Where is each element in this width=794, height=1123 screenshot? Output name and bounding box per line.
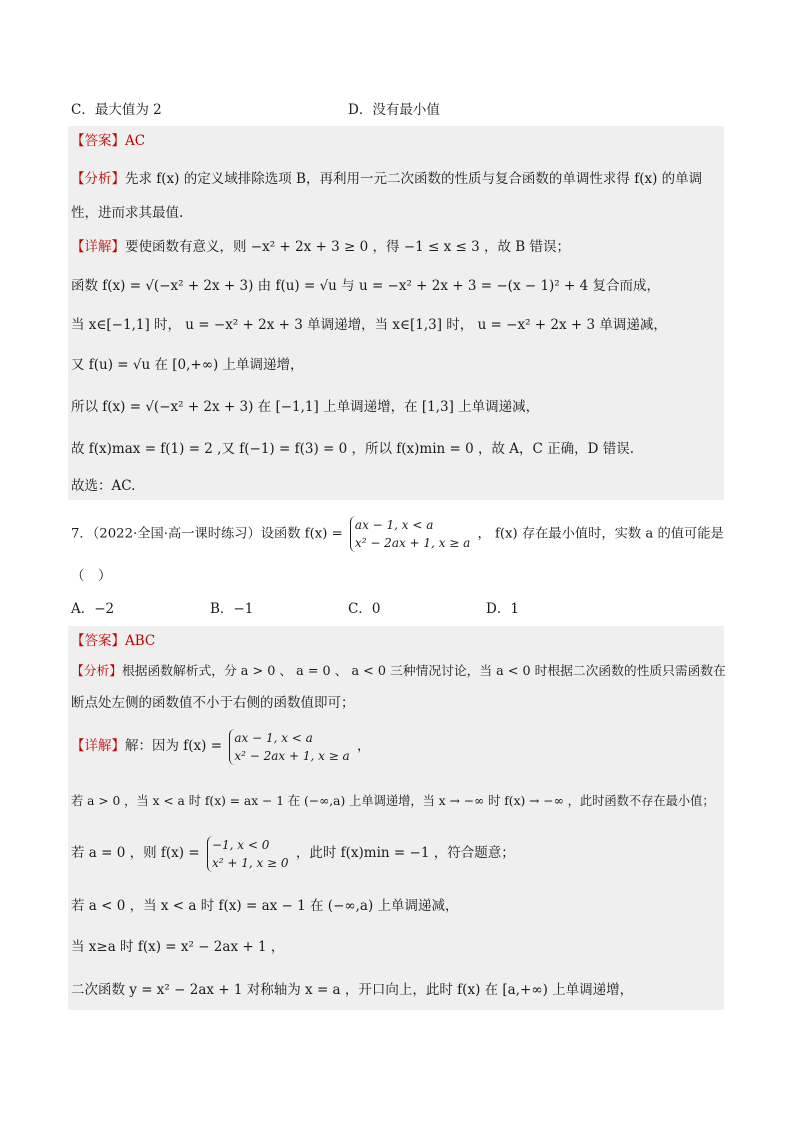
answer-tag: 【答案】 [71, 133, 125, 149]
q7-stem [71, 516, 724, 553]
case2-prefix: 若 a = 0 ，则 f(x) = [71, 845, 200, 861]
q7-paren: （ ） [71, 568, 112, 584]
q7-stem-suffix: ， f(x) 存在最小值时，实数 a 的值可能是 [477, 526, 724, 542]
analysis-text: 先求 f(x) 的定义域排除选项 B，再利用一元二次函数的性质与复合函数的单调性求得 f(x) 的单调 [125, 171, 703, 187]
q7-analysis-line1 [71, 662, 726, 682]
detail-suffix: ， [357, 738, 371, 754]
q6-option-c: C．最大值为 2 [71, 102, 162, 118]
q6-detail-line2: 函数 f(x) = √(−x² + 2x + 3) 由 f(u) = √u 与 u = −x² + 2x + 3 = −(x − 1)² + 4 复合而成， [71, 278, 660, 294]
answer-tag: 【答案】 [71, 633, 125, 649]
q6-choice-line: 故选：AC. [71, 478, 136, 494]
q6-option-d: D．没有最小值 [348, 102, 440, 118]
detail-text: 解：因为 f(x) = [125, 738, 223, 754]
q7-case2 [71, 835, 515, 872]
q7-stem-prefix: 7．（2022·全国·高一课时练习）设函数 f(x) = [71, 526, 343, 542]
q6-detail-line1 [71, 237, 570, 257]
q7-option-b: B．−1 [210, 601, 254, 617]
case2-suffix: ，此时 f(x)min = −1 ，符合题意； [295, 845, 515, 861]
q7-detail-piecewise [229, 729, 349, 765]
q7-case3b: 当 x≥a 时 f(x) = x² − 2ax + 1 ， [71, 939, 285, 955]
answer-value: ABC [125, 633, 156, 649]
case2-piece2: x² + 1, x ≥ 0 [211, 855, 289, 870]
q7-answer-line [71, 631, 155, 651]
q7-option-a: A．−2 [71, 601, 115, 617]
q6-analysis-line2: 性，进而求其最值. [71, 205, 184, 221]
analysis-tag: 【分析】 [71, 171, 125, 187]
q6-answer-line [71, 131, 145, 151]
q7-analysis-line2: 断点处左侧的函数值不小于右侧的函数值即可； [71, 695, 355, 711]
q6-detail-line5: 所以 f(x) = √(−x² + 2x + 3) 在 [−1,1] 上单调递增，在 [1,3] 上单调递减， [71, 399, 540, 415]
q6-detail-line3: 当 x∈[−1,1] 时， u = −x² + 2x + 3 单调递增，当 x∈[1,3] 时， u = −x² + 2x + 3 单调递减， [71, 317, 667, 333]
q7-detail-line1 [71, 728, 371, 765]
detail-tag: 【详解】 [71, 239, 125, 255]
detail-tag: 【详解】 [71, 738, 125, 754]
q6-analysis-line1 [71, 169, 702, 189]
analysis-text: 根据函数解析式，分 a > 0 、 a = 0 、 a < 0 三种情况讨论，当 a < 0 时根据二次函数的性质只需函数在 [122, 664, 726, 679]
q7-case1: 若 a > 0 ，当 x < a 时 f(x) = ax − 1 在 (−∞,a) 上单调递增，当 x → −∞ 时 f(x) → −∞ ，此时函数不存在最小值； [71, 794, 715, 808]
answer-value: AC [125, 133, 146, 149]
q7-case3: 若 a < 0 ，当 x < a 时 f(x) = ax − 1 在 (−∞,a) 上单调递减， [71, 898, 459, 914]
detail-piece1: ax − 1, x < a [234, 730, 313, 745]
q7-option-c: C．0 [348, 601, 381, 617]
case2-piecewise [207, 836, 289, 872]
q7-piece1: ax − 1, x < a [354, 518, 434, 532]
q6-detail-line4: 又 f(u) = √u 在 [0,+∞) 上单调递增， [71, 357, 304, 373]
q6-detail-line6: 故 f(x)max = f(1) = 2 ,又 f(−1) = f(3) = 0 ，所以 f(x)min = 0 ，故 A，C 正确，D 错误. [71, 441, 635, 457]
q7-piece2: x² − 2ax + 1, x ≥ a [354, 536, 471, 550]
detail-text: 要使函数有意义，则 −x² + 2x + 3 ≥ 0 ，得 −1 ≤ x ≤ 3 ，故 B 错误； [125, 239, 570, 255]
analysis-tag: 【分析】 [71, 664, 122, 679]
q7-piecewise [350, 516, 470, 552]
q7-option-d: D．1 [486, 601, 519, 617]
q7-case3c: 二次函数 y = x² − 2ax + 1 对称轴为 x = a ，开口向上，此时 f(x) 在 [a,+∞) 上单调递增， [71, 982, 634, 998]
detail-piece2: x² − 2ax + 1, x ≥ a [234, 748, 350, 763]
case2-piece1: −1, x < 0 [211, 837, 270, 852]
